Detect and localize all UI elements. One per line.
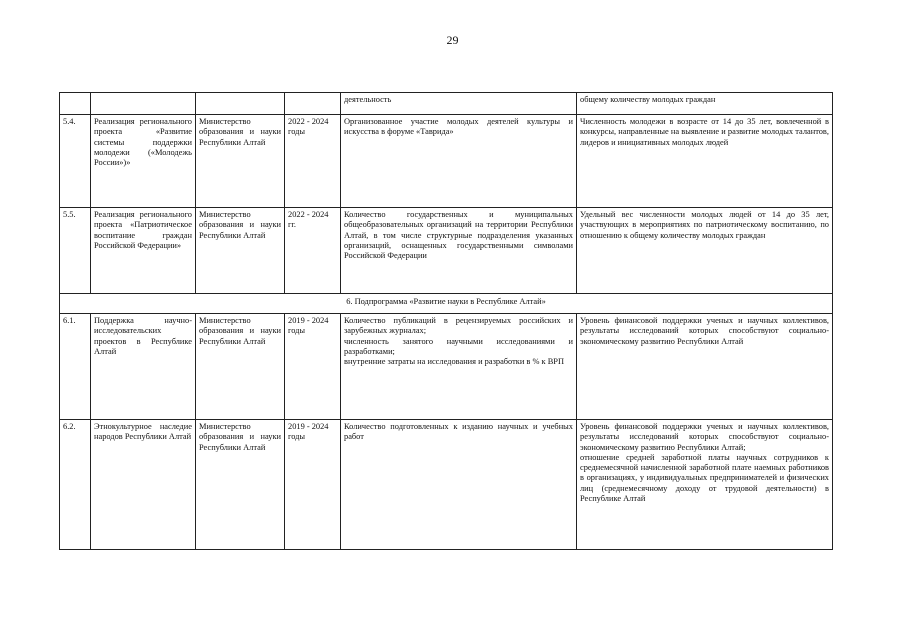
cell-result: Численность молодежи в возрасте от 14 до 35 лет, вовлеченной в конкурсы, направленные на выявление и развитие молодых талантов, лидеров и инициативных молодых людей <box>577 115 833 208</box>
cell-executor: Министерство образования и науки Республики Алтай <box>196 208 285 294</box>
cell-name: Реализация регионального проекта «Развитие системы поддержки молодежи («Молодежь России»)» <box>91 115 196 208</box>
cell-period: 2019 - 2024 годы <box>285 314 341 420</box>
cell-name: Этнокультурное наследие народов Республики Алтай <box>91 420 196 550</box>
cell-executor: Министерство образования и науки Республики Алтай <box>196 314 285 420</box>
cell-executor: Министерство образования и науки Республики Алтай <box>196 115 285 208</box>
cell-indicator: Количество подготовленных к изданию научных и учебных работ <box>341 420 577 550</box>
table-row <box>60 93 833 115</box>
cell-result: Удельный вес численности молодых людей от 14 до 35 лет, участвующих в мероприятиях по патриотическому воспитанию, по отношению к общему количеству молодых граждан <box>577 208 833 294</box>
cell-name <box>91 93 196 115</box>
cell-executor <box>196 93 285 115</box>
cell-name: Поддержка научно-исследовательских проектов в Республике Алтай <box>91 314 196 420</box>
result-line: Уровень финансовой поддержки ученых и научных коллективов, результаты исследований которых способствуют социально-экономическому развитию Республики Алтай; <box>580 422 829 452</box>
table-row <box>60 420 833 550</box>
result-line: отношение средней заработной платы научных сотрудников к среднемесячной начисленной заработной плате наемных работников в организациях, у индивидуальных предпринимателей и физических лиц (среднемесячному доходу от трудовой деятельности) в Республике Алтай <box>580 452 829 503</box>
cell-num: 5.4. <box>60 115 91 208</box>
indicator-line: численность занятого научными исследованиями и разработками; <box>344 336 573 356</box>
subprogram-heading-row <box>60 294 833 314</box>
cell-indicator <box>341 314 577 420</box>
cell-period: 2019 - 2024 годы <box>285 420 341 550</box>
cell-indicator: Организованное участие молодых деятелей культуры и искусства в форуме «Таврида» <box>341 115 577 208</box>
cell-result: Уровень финансовой поддержки ученых и научных коллективов, результаты исследований которых способствуют социально-экономическому развитию Республики Алтай <box>577 314 833 420</box>
cell-name: Реализация регионального проекта «Патриотическое воспитание граждан Российской Федерации» <box>91 208 196 294</box>
cell-period: 2022 - 2024 годы <box>285 115 341 208</box>
cell-num: 6.2. <box>60 420 91 550</box>
cell-num <box>60 93 91 115</box>
indicator-line: Количество публикаций в рецензируемых российских и зарубежных журналах; <box>344 316 573 336</box>
cell-num: 6.1. <box>60 314 91 420</box>
subprogram-heading: 6. Подпрограмма «Развитие науки в Республике Алтай» <box>60 294 833 314</box>
table-row <box>60 115 833 208</box>
cell-indicator: деятельность <box>341 93 577 115</box>
indicator-line: внутренние затраты на исследования и разработки в % к ВРП <box>344 357 565 366</box>
cell-period: 2022 - 2024 гг. <box>285 208 341 294</box>
cell-num: 5.5. <box>60 208 91 294</box>
cell-executor: Министерство образования и науки Республики Алтай <box>196 420 285 550</box>
cell-result <box>577 420 833 550</box>
cell-period <box>285 93 341 115</box>
page-number: 29 <box>446 33 459 47</box>
cell-result: общему количеству молодых граждан <box>577 93 833 115</box>
cell-indicator: Количество государственных и муниципальных общеобразовательных организаций на территории Республики Алтай, в том числе структурные подразделения указанных организаций, оснащенных государственными символами Российской Федерации <box>341 208 577 294</box>
program-table <box>59 92 833 550</box>
table-row <box>60 314 833 420</box>
table-row <box>60 208 833 294</box>
